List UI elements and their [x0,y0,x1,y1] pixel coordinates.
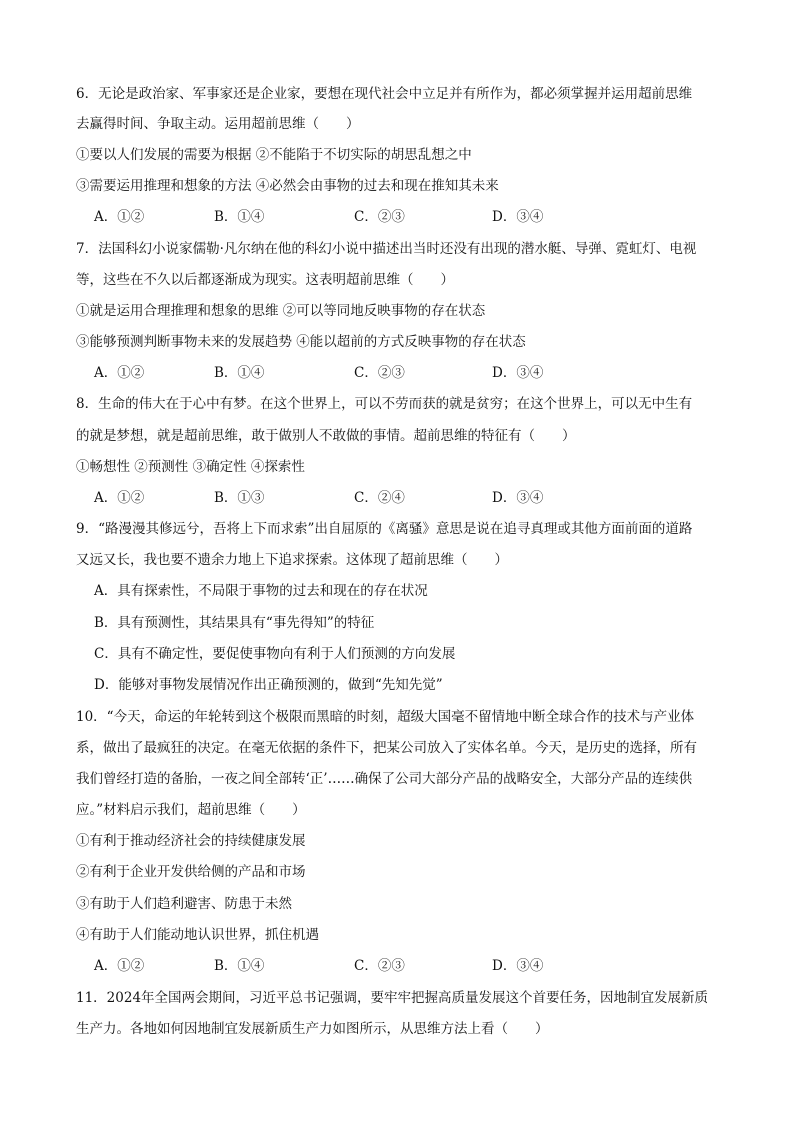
q8-choices [94,489,614,507]
q11-stem-line-2: 生产力。各地如何因地制宜发展新质生产力如图所示，从思维方法上看（ ） [76,1021,549,1037]
q8-choice-b[interactable]: B．①③ [214,490,265,506]
q7-stem-line-2: 等，这些在不久以后都逐渐成为现实。这表明超前思维（ ） [76,272,454,288]
q8-choice-c[interactable]: C．②④ [354,490,405,506]
q10-statement-4: ④有助于人们能动地认识世界，抓住机遇 [76,927,319,943]
q8-choice-d[interactable]: D．③④ [492,490,544,506]
q7-choice-c[interactable]: C．②③ [354,365,405,381]
q10-statement-3: ③有助于人们趋利避害、防患于未然 [76,896,292,912]
q8-statement-line-1: ①畅想性 ②预测性 ③确定性 ④探索性 [76,459,305,475]
q10-choice-c[interactable]: C．②③ [354,958,405,974]
q9-stem-line-1: 9．“路漫漫其修远兮，吾将上下而求索”出自屈原的《离骚》意思是说在追寻真理或其他方面前面的道路 [76,521,693,537]
q6-choice-b[interactable]: B．①④ [214,209,265,225]
q7-stem-line-1: 7．法国科幻小说家儒勒·凡尔纳在他的科幻小说中描述出当时还没有出现的潜水艇、导弹、霓虹灯、电视 [76,241,697,257]
q6-statement-line-1: ①要以人们发展的需要为根据 ②不能陷于不切实际的胡思乱想之中 [76,147,472,163]
q7-choice-a[interactable]: A．①② [94,365,145,381]
q7-statement-line-2: ③能够预测判断事物未来的发展趋势 ④能以超前的方式反映事物的存在状态 [76,334,526,350]
q10-stem-line-2: 系，做出了最疯狂的决定。在毫无依据的条件下，把某公司放入了实体名单。今天，是历史的选择，所有 [76,740,697,756]
q10-choice-b[interactable]: B．①④ [214,958,265,974]
q8-choice-a[interactable]: A．①② [94,490,145,506]
q6-choice-a[interactable]: A．①② [94,209,145,225]
q6-stem-line-2: 去赢得时间、争取主动。运用超前思维（ ） [76,116,360,132]
q6-stem-line-1: 6．无论是政治家、军事家还是企业家，要想在现代社会中立足并有所作为，都必须掌握并运用超前思维 [76,86,693,102]
q8-stem-line-1: 8．生命的伟大在于心中有梦。在这个世界上，可以不劳而获的就是贫穷；在这个世界上，可以无中生有 [76,396,693,412]
q10-choice-a[interactable]: A．①② [94,958,145,974]
q7-choice-b[interactable]: B．①④ [214,365,265,381]
q10-choices [94,957,614,975]
q7-statement-line-1: ①就是运用合理推理和想象的思维 ②可以等同地反映事物的存在状态 [76,303,486,319]
q9-option-a[interactable]: A．具有探索性，不局限于事物的过去和现在的存在状况 [94,583,428,599]
q9-stem-line-2: 又远又长，我也要不遗余力地上下追求探索。这体现了超前思维（ ） [76,552,508,568]
q9-option-b[interactable]: B．具有预测性，其结果具有“事先得知”的特征 [94,615,375,631]
q10-choice-d[interactable]: D．③④ [492,958,544,974]
q10-stem-line-1: 10．“今天，命运的年轮转到这个极限而黑暗的时刻，超级大国毫不留情地中断全球合作的技术与产业体 [76,709,695,725]
q10-stem-line-3: 我们曾经打造的备胎，一夜之间全部转‘正’……确保了公司大部分产品的战略安全，大部分产品的连续供 [76,771,693,787]
q10-statement-2: ②有利于企业开发供给侧的产品和市场 [76,864,306,880]
q6-choice-d[interactable]: D．③④ [492,209,544,225]
q7-choices [94,364,614,382]
q6-choices [94,208,614,226]
q10-statement-1: ①有利于推动经济社会的持续健康发展 [76,833,306,849]
q7-choice-d[interactable]: D．③④ [492,365,544,381]
q10-stem-line-4: 应。”材料启示我们，超前思维（ ） [76,802,306,818]
q9-option-d[interactable]: D．能够对事物发展情况作出正确预测的，做到“先知先觉” [94,677,443,693]
q9-option-c[interactable]: C．具有不确定性，要促使事物向有利于人们预测的方向发展 [94,646,456,662]
q8-stem-line-2: 的就是梦想，就是超前思维，敢于做别人不敢做的事情。超前思维的特征有（ ） [76,428,576,444]
q6-statement-line-2: ③需要运用推理和想象的方法 ④必然会由事物的过去和现在推知其未来 [76,178,499,194]
q11-stem-line-1: 11．2024年全国两会期间，习近平总书记强调，要牢牢把握高质量发展这个首要任务，因地制宜发展新质 [76,990,709,1006]
q6-choice-c[interactable]: C．②③ [354,209,405,225]
